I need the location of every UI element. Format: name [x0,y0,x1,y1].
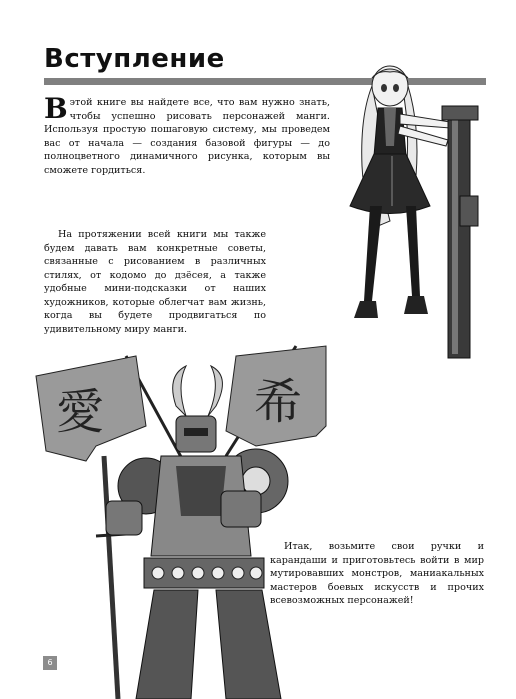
manga-girl-illustration [320,56,490,368]
body-paragraph-3: Итак, возьмите свои ручки и карандаши и приготовьтесь войти в мир мутировавших монстров, маниакальных мастеров боевых искусств и прочих всевозможных персонажей! [270,541,484,606]
banner-right-kanji: 希 [254,374,303,430]
drop-cap: В [44,92,68,125]
banner-left-kanji: 愛 [56,384,105,440]
body-paragraph-2: На протяжении всей книги мы также будем давать вам конкретные советы, связанные с рисованием в различных стилях, от кодомо до дзёсея, а также удобные мини-подсказки от наших художников, которые облегчат вам жизнь, когда вы будете продвигаться по удивительному миру манги. [44,229,266,335]
robot-samurai-illustration [26,336,356,699]
intro-text: этой книге вы найдете все, что вам нужно знать, чтобы успешно рисовать персонажей манги. Используя простую пошаговую систему, мы проведем вас от начала — создания базовой фигуры — до полноцветного динамичного рисунка, которым вы сможете гордиться. [44,97,330,176]
page-title: Вступление [44,44,225,74]
intro-paragraph [44,92,330,177]
page-number: 6 [43,656,57,670]
